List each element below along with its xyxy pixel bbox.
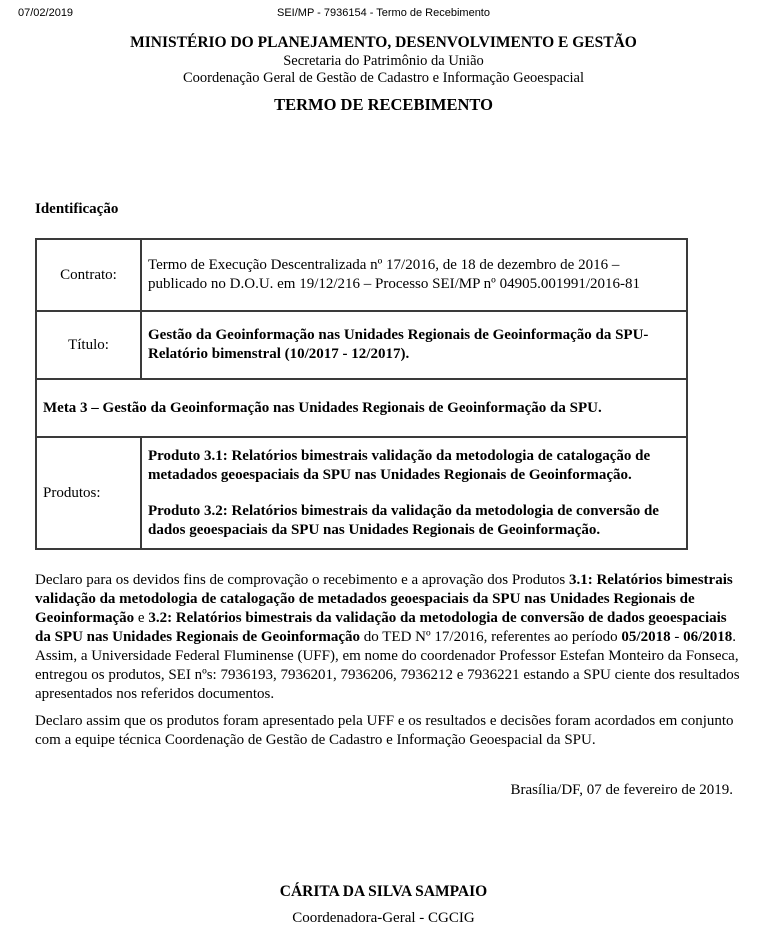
produto-3-2-text: Produto 3.2: Relatórios bimestrais da validação da metodologia de conversão de dados geoespaciais da SPU nas Unidades Regionais de Geoinformação.: [148, 502, 659, 538]
identification-table: [35, 238, 688, 550]
table-row-titulo: [36, 311, 687, 379]
text-segment: . Assim, a Universidade Federal Fluminense (UFF), em nome do coordenador Professor Estefan Monteiro da Fonseca, entregou os produtos, SEI nºs: 7936193, 7936201, 7936206, 7936212 e 7936221 estando a SPU ciente dos resultados apresentados nos referidos documentos.: [35, 629, 740, 702]
text-segment: 3.2: Relatórios bimestrais da validação da metodologia de conversão de dados geoespaciais da SPU nas Unidades Regionais de Geoinformação: [35, 610, 727, 645]
signature-name: CÁRITA DA SILVA SAMPAIO: [279, 883, 488, 900]
table-row-produtos: [36, 437, 687, 549]
titulo-label-cell: Título:: [36, 311, 141, 379]
coordination-name: Coordenação Geral de Gestão de Cadastro e Informação Geoespacial: [183, 70, 584, 86]
section-heading-identificacao: Identificação: [35, 201, 119, 217]
document-title: TERMO DE RECEBIMENTO: [274, 95, 493, 114]
print-date: 07/02/2019: [18, 7, 74, 19]
text-segment: 3.1: Relatórios bimestrais validação da metodologia de catalogação de metadados geoespaciais da SPU nas Unidades Regionais de Geoinformação: [35, 572, 733, 626]
document-reference: SEI/MP - 7936154 - Termo de Recebimento: [277, 7, 490, 19]
produtos-label-cell: Produtos:: [36, 437, 141, 549]
text-segment: e: [134, 610, 149, 626]
print-meta-header: [0, 7, 767, 21]
ministry-name: MINISTÉRIO DO PLANEJAMENTO, DESENVOLVIMENTO E GESTÃO: [130, 34, 637, 51]
place-date-line: Brasília/DF, 07 de fevereiro de 2019.: [510, 782, 733, 798]
produto-3-1-text: Produto 3.1: Relatórios bimestrais validação da metodologia de catalogação de metadados geoespaciais da SPU nas Unidades Regionais de Geoinformação.: [148, 447, 651, 483]
signature-role: Coordenadora-Geral - CGCIG: [292, 910, 475, 926]
text-segment: 05/2018: [621, 629, 671, 645]
text-segment: 06/2018: [683, 629, 733, 645]
text-segment: -: [670, 629, 684, 645]
table-row-contrato: [36, 239, 687, 311]
signature-block: [0, 883, 767, 927]
closing-paragraph: Declaro assim que os produtos foram apresentado pela UFF e os resultados e decisões foram acordados em conjunto com a equipe técnica Coordenação de Gestão de Cadastro e Informação Geoespacial da SPU.: [35, 713, 734, 748]
titulo-value-cell: Gestão da Geoinformação nas Unidades Regionais de Geoinformação da SPU- Relatório bimenstral (10/2017 - 12/2017).: [141, 311, 687, 379]
letterhead: [0, 33, 767, 87]
declaration-paragraph: [35, 571, 743, 704]
secretariat-name: Secretaria do Patrimônio da União: [283, 53, 484, 69]
contrato-value-cell: Termo de Execução Descentralizada nº 17/2016, de 18 de dezembro de 2016 – publicado no D.O.U. em 19/12/216 – Processo SEI/MP nº 04905.001991/2016-81: [141, 239, 687, 311]
text-segment: do TED Nº 17/2016, referentes ao período: [360, 629, 622, 645]
text-segment: Declaro para os devidos fins de comprovação o recebimento e a aprovação dos Produtos: [35, 572, 569, 588]
contrato-label-cell: Contrato:: [36, 239, 141, 311]
meta-row-cell: Meta 3 – Gestão da Geoinformação nas Unidades Regionais de Geoinformação da SPU.: [36, 379, 687, 437]
produtos-value-cell: [141, 437, 687, 549]
table-row-meta: [36, 379, 687, 437]
